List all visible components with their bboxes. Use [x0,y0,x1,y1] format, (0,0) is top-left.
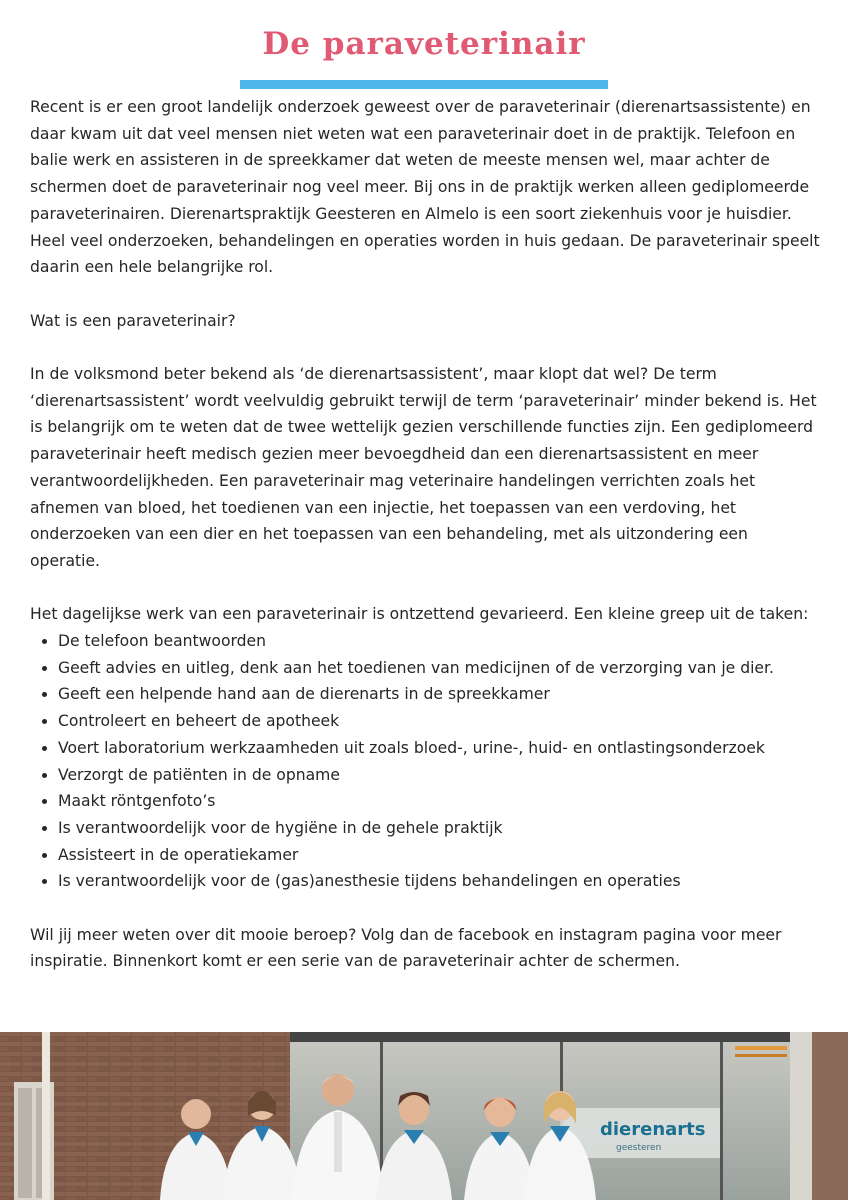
tasks-intro: Het dagelijkse werk van een paraveterinair is ontzettend gevarieerd. Een kleine greep uit de taken: [30,605,809,624]
list-item: • Is verantwoordelijk voor de (gas)anesthesie tijdens behandelingen en operaties [58,868,820,895]
list-item: • Geeft advies en uitleg, denk aan het toedienen van medicijnen of de verzorging van je dier. [58,655,820,682]
definition-paragraph: In de volksmond beter bekend als ‘de dierenartsassistent’, maar klopt dat wel? De term ‘dierenartsassistent’ wordt veelvuldig gebruikt terwijl de term ‘paraveterinair’ minder bekend is. Het is belangrijk om te weten dat de twee wettelijk gezien verschillende functies zijn. Een gediplomeerd paraveterinair heeft medisch gezien meer bevoegdheid dan een dierenartsassistent en meer verantwoordelijkheden. Een paraveterinair mag veterinaire handelingen verrichten zoals het afnemen van bloed, het toedienen van een injectie, het toepassen van een verdoving, het onderzoeken van een dier en het toepassen van een behandeling, met als uitzondering een operatie. [30,365,817,570]
list-item: • De telefoon beantwoorden [58,628,820,655]
closing-paragraph: Wil jij meer weten over dit mooie beroep? Volg dan de facebook en instagram pagina voor meer inspiratie. Binnenkort komt er een serie van de paraveterinair achter de schermen. [30,925,782,971]
list-item: • Verzorgt de patiënten in de opname [58,762,820,789]
team-photo [0,1032,848,1200]
team-photo-illustration [0,1032,848,1200]
sign-subtext: geesteren [616,1143,662,1153]
question-heading: Wat is een paraveterinair? [30,311,236,330]
sign-text: dierenarts [600,1119,706,1140]
title-underline [240,80,608,89]
list-item: • Voert laboratorium werkzaamheden uit zoals bloed-, urine-, huid- en ontlastingsonderzoek [58,735,820,762]
page-title: De paraveterinair [262,26,586,62]
list-item: • Geeft een helpende hand aan de dierenarts in de spreekkamer [58,681,820,708]
list-item: • Assisteert in de operatiekamer [58,842,820,869]
intro-paragraph: Recent is er een groot landelijk onderzoek geweest over de paraveterinair (dierenartsassistente) en daar kwam uit dat veel mensen niet weten wat een paraveterinair doet in de praktijk. Telefoon en balie werk en assisteren in de spreekkamer dat weten de meeste mensen wel, maar achter de schermen doet de paraveterinair nog veel meer. Bij ons in de praktijk werken alleen gediplomeerde paraveterinairen. Dierenartspraktijk Geesteren en Almelo is een soort ziekenhuis voor je huisdier. Heel veel onderzoeken, behandelingen en operaties worden in huis gedaan. De paraveterinair speelt daarin een hele belangrijke rol. [30,98,820,277]
list-item: • Controleert en beheert de apotheek [58,708,820,735]
tasks-list [30,628,820,895]
article-body [30,94,820,1002]
list-item: • Maakt röntgenfoto’s [58,788,820,815]
list-item: • Is verantwoordelijk voor de hygiëne in de gehele praktijk [58,815,820,842]
